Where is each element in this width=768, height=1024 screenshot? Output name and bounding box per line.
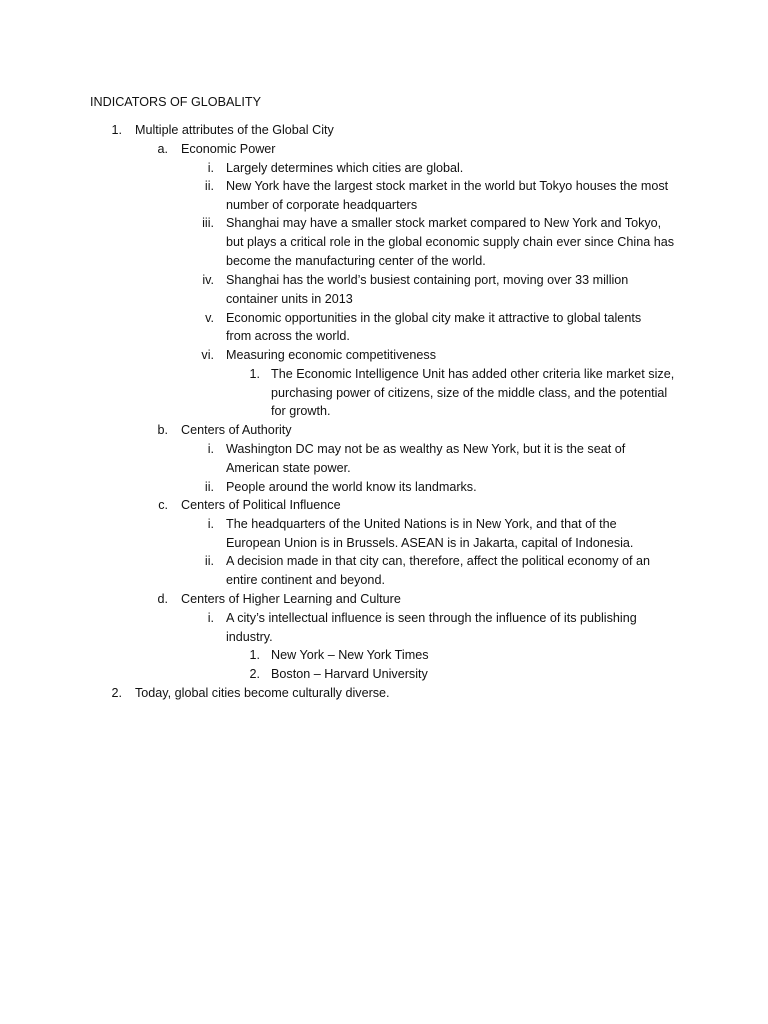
list-marker: v. [205, 311, 214, 325]
list-item-a-vi-1-line: The Economic Intelligence Unit has added other criteria like market size, [271, 367, 675, 381]
list-item-c-ii-line: entire continent and beyond. [226, 573, 385, 587]
list-marker: iii. [202, 216, 214, 230]
list-marker: i. [207, 161, 214, 175]
list-item-a-iii-line: but plays a critical role in the global economic supply chain ever since China has [226, 235, 675, 249]
list-item-a-i: Largely determines which cities are global. [226, 161, 464, 175]
list-item-d-i-line: A city’s intellectual influence is seen through the influence of its publishing [226, 611, 637, 625]
list-marker: a. [157, 142, 168, 156]
list-item-a: Economic Power [181, 142, 276, 156]
list-item-a-vi: Measuring economic competitiveness [226, 348, 436, 362]
list-item-a-ii-line: New York have the largest stock market in the world but Tokyo houses the most [226, 179, 669, 193]
page-title: INDICATORS OF GLOBALITY [90, 95, 261, 109]
list-item-d-i-line: industry. [226, 630, 273, 644]
list-marker: 1. [249, 367, 260, 381]
list-marker: d. [157, 592, 168, 606]
list-item-d-i-1: New York – New York Times [271, 648, 429, 662]
list-item-a-v-line: from across the world. [226, 329, 350, 343]
list-marker: ii. [204, 480, 214, 494]
list-marker: i. [207, 611, 214, 625]
list-item-d: Centers of Higher Learning and Culture [181, 592, 401, 606]
list-item-b-i-line: Washington DC may not be as wealthy as New York, but it is the seat of [226, 442, 626, 456]
list-item-b-ii: People around the world know its landmarks. [226, 480, 477, 494]
list-item-c: Centers of Political Influence [181, 498, 341, 512]
list-marker: b. [157, 423, 168, 437]
list-marker: c. [158, 498, 168, 512]
list-marker: ii. [204, 554, 214, 568]
list-marker: ii. [204, 179, 214, 193]
list-item-2: Today, global cities become culturally diverse. [135, 686, 390, 700]
list-item-a-iii-line: become the manufacturing center of the world. [226, 254, 486, 268]
list-marker: 2. [249, 667, 260, 681]
list-item-a-ii-line: number of corporate headquarters [226, 198, 418, 212]
list-item-1: Multiple attributes of the Global City [135, 123, 334, 137]
list-item-a-vi-1-line: for growth. [271, 404, 331, 418]
list-item-a-iv-line: Shanghai has the world’s busiest containing port, moving over 33 million [226, 273, 629, 287]
list-marker: 1. [249, 648, 260, 662]
list-marker: iv. [202, 273, 214, 287]
list-marker: i. [207, 442, 214, 456]
list-marker: i. [207, 517, 214, 531]
list-item-b-i-line: American state power. [226, 461, 351, 475]
list-item-d-i-2: Boston – Harvard University [271, 667, 428, 681]
list-item-c-i-line: European Union is in Brussels. ASEAN is in Jakarta, capital of Indonesia. [226, 536, 634, 550]
list-item-a-iii-line: Shanghai may have a smaller stock market compared to New York and Tokyo, [226, 216, 662, 230]
list-item-a-v-line: Economic opportunities in the global city make it attractive to global talents [226, 311, 642, 325]
list-item-c-ii-line: A decision made in that city can, therefore, affect the political economy of an [226, 554, 650, 568]
list-item-a-iv-line: container units in 2013 [226, 292, 353, 306]
list-item-c-i-line: The headquarters of the United Nations is in New York, and that of the [226, 517, 617, 531]
list-item-b: Centers of Authority [181, 423, 292, 437]
list-marker: 2. [111, 686, 122, 700]
list-marker: vi. [201, 348, 214, 362]
list-item-a-vi-1-line: purchasing power of citizens, size of the middle class, and the potential [271, 386, 668, 400]
list-marker: 1. [111, 123, 122, 137]
